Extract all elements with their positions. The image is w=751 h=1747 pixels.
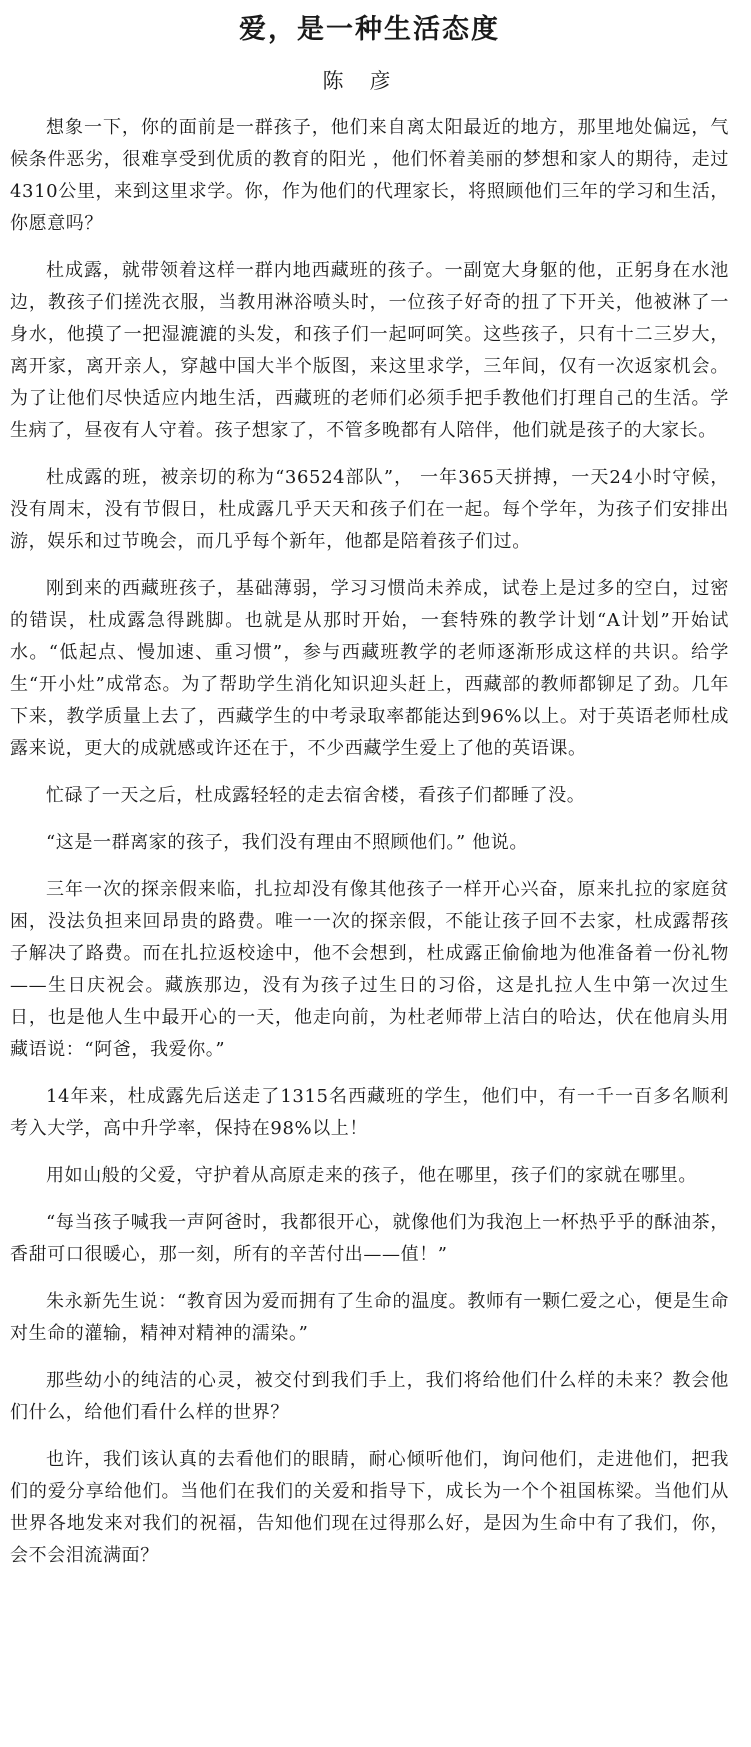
paragraph: 那些幼小的纯洁的心灵，被交付到我们手上，我们将给他们什么样的未来？教会他们什么，给他们看什么样的世界？ — [10, 1370, 729, 1423]
paragraph: 也许，我们该认真的去看他们的眼睛，耐心倾听他们，询问他们，走进他们，把我们的爱分享给他们。当他们在我们的关爱和指导下，成长为一个个祖国栋梁。当他们从世界各地发来对我们的祝福，告知他们现在过得那么好，是因为生命中有了我们，你，会不会泪流满面？ — [10, 1449, 729, 1566]
paragraph: 刚到来的西藏班孩子，基础薄弱，学习习惯尚未养成，试卷上是过多的空白，过密的错误，杜成露急得跳脚。也就是从那时开始，一套特殊的教学计划“A计划”开始试水。“低起点、慢加速、重习惯”，参与西藏班教学的老师逐渐形成这样的共识。给学生“开小灶”成常态。为了帮助学生消化知识迎头赶上，西藏部的教师都铆足了劲。几年下来，教学质量上去了，西藏学生的中考录取率都能达到96%以上。对于英语老师杜成露来说，更大的成就感或许还在于，不少西藏学生爱上了他的英语课。 — [10, 578, 729, 759]
paragraph: 杜成露的班，被亲切的称为“36524部队”， 一年365天拼搏，一天24小时守候，没有周末，没有节假日，杜成露几乎天天和孩子们在一起。每个学年，为孩子们安排出游，娱乐和过节晚会，而几乎每个新年，他都是陪着孩子们过。 — [10, 467, 729, 552]
paragraph: 用如山般的父爱，守护着从高原走来的孩子，他在哪里，孩子们的家就在哪里。 — [46, 1165, 697, 1186]
paragraph: 三年一次的探亲假来临，扎拉却没有像其他孩子一样开心兴奋，原来扎拉的家庭贫困，没法负担来回昂贵的路费。唯一一次的探亲假，不能让孩子回不去家，杜成露帮孩子解决了路费。而在扎拉返校途中，他不会想到，杜成露正偷偷地为他准备着一份礼物——生日庆祝会。藏族那边，没有为孩子过生日的习俗，这是扎拉人生中第一次过生日，也是他人生中最开心的一天，他走向前，为杜老师带上洁白的哈达，伏在他肩头用藏语说：“阿爸，我爱你。” — [10, 879, 729, 1060]
article-body — [10, 112, 729, 1572]
article-author: 陈彦 — [322, 69, 417, 93]
paragraph: “这是一群离家的孩子，我们没有理由不照顾他们。” 他说。 — [46, 832, 528, 853]
paragraph: 想象一下，你的面前是一群孩子，他们来自离太阳最近的地方，那里地处偏远，气候条件恶劣，很难享受到优质的教育的阳光 ，他们怀着美丽的梦想和家人的期待，走过4310公里，来到这里求学。你，作为他们的代理家长，将照顾他们三年的学习和生活，你愿意吗？ — [10, 117, 729, 234]
paragraph: “每当孩子喊我一声阿爸时，我都很开心，就像他们为我泡上一杯热乎乎的酥油茶，香甜可口很暖心，那一刻，所有的辛苦付出——值！” — [10, 1212, 729, 1265]
article-title: 爱，是一种生活态度 — [239, 14, 500, 45]
paragraph: 杜成露，就带领着这样一群内地西藏班的孩子。一副宽大身躯的他，正躬身在水池边，教孩子们搓洗衣服，当教用淋浴喷头时，一位孩子好奇的扭了下开关，他被淋了一身水，他摸了一把湿漉漉的头发，和孩子们一起呵呵笑。这些孩子，只有十二三岁大，离开家，离开亲人，穿越中国大半个版图，来这里求学，三年间，仅有一次返家机会。为了让他们尽快适应内地生活，西藏班的老师们必须手把手教他们打理自己的生活。学生病了，昼夜有人守着。孩子想家了，不管多晚都有人陪伴，他们就是孩子的大家长。 — [10, 260, 729, 441]
paragraph: 14年来，杜成露先后送走了1315名西藏班的学生，他们中，有一千一百多名顺利考入大学，高中升学率，保持在98%以上！ — [10, 1086, 729, 1139]
paragraph: 朱永新先生说：“教育因为爱而拥有了生命的温度。教师有一颗仁爱之心，便是生命对生命的灌输，精神对精神的濡染。” — [10, 1291, 729, 1344]
paragraph: 忙碌了一天之后，杜成露轻轻的走去宿舍楼，看孩子们都睡了没。 — [46, 785, 586, 806]
